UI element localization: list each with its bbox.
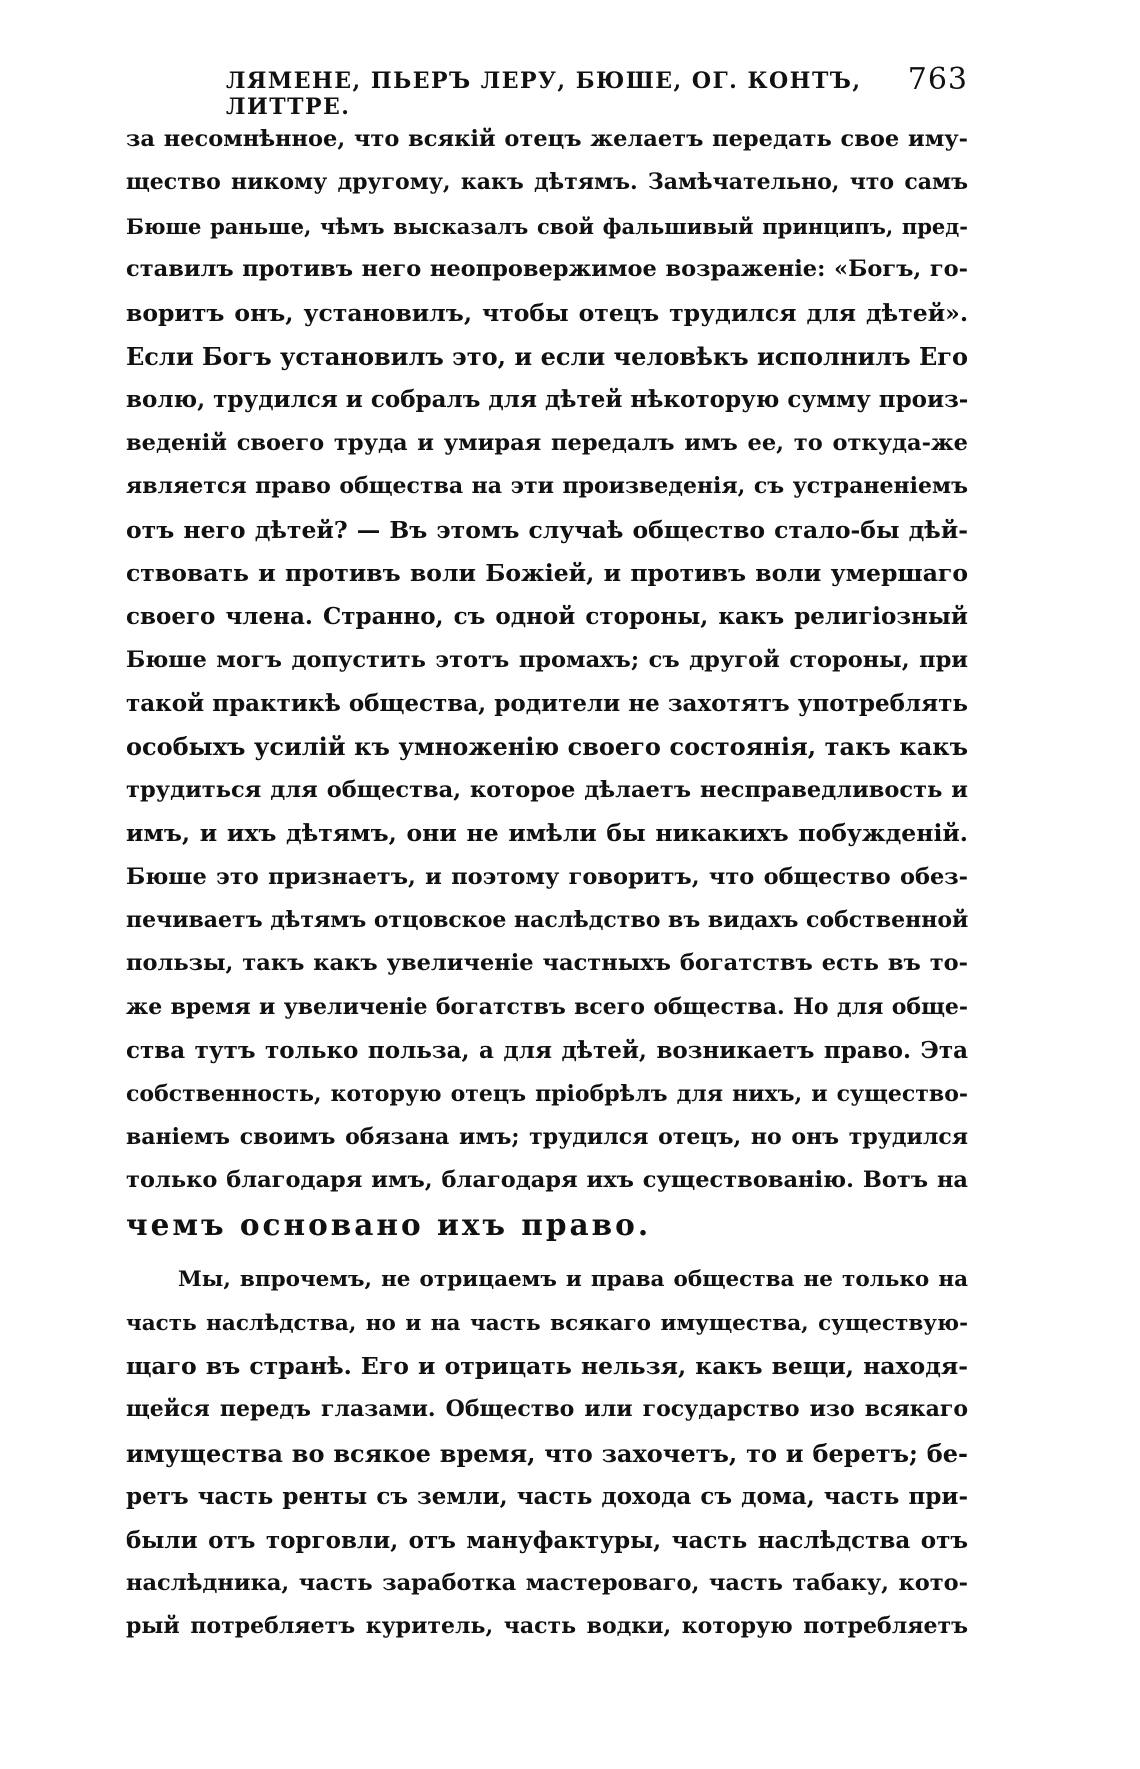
text-line: своего члена. Странно, съ одной стороны, какъ религіозный bbox=[126, 603, 968, 631]
text-line: веденій своего труда и умирая передалъ имъ ее, то откуда-же bbox=[126, 429, 968, 456]
paragraph-gap bbox=[126, 1246, 968, 1258]
text-line: наслѣдника, часть заработка мастероваго, часть табаку, кото- bbox=[126, 1569, 968, 1596]
text-line: ствовать и противъ воли Божіей, и противъ воли умершаго bbox=[126, 558, 968, 587]
text-line: Бюше раньше, чѣмъ высказалъ свой фальшивый принципъ, пред- bbox=[126, 213, 968, 239]
text-line: особыхъ усилій къ умноженію своего состоянія, такъ какъ bbox=[126, 732, 968, 762]
text-line: собственность, которую отецъ пріобрѣлъ для нихъ, и существо- bbox=[126, 1080, 968, 1107]
text-line: Бюше могъ допустить этотъ промахъ; съ другой стороны, при bbox=[126, 646, 968, 673]
text-line: воритъ онъ, установилъ, чтобы отецъ трудился для дѣтей». bbox=[126, 298, 968, 327]
text-line: ретъ часть ренты съ земли, часть дохода съ дома, часть при- bbox=[126, 1483, 968, 1511]
text-line: ства тутъ только польза, а для дѣтей, возникаетъ право. Эта bbox=[126, 1037, 968, 1065]
text-line: имъ, и ихъ дѣтямъ, они не имѣли бы никакихъ побужденій. bbox=[126, 819, 968, 848]
text-line: щество никому другому, какъ дѣтямъ. Замѣчательно, что самъ bbox=[126, 169, 968, 196]
text-line: щаго въ странѣ. Его и отрицать нельзя, какъ вещи, находя- bbox=[126, 1351, 968, 1380]
text-line: Если Богъ установилъ это, и если человѣкъ исполнилъ Его bbox=[126, 341, 968, 371]
text-line: ставилъ противъ него неопровержимое возраженіе: «Богъ, го- bbox=[126, 256, 968, 283]
body-text bbox=[126, 118, 968, 1649]
text-line: были отъ торговли, отъ мануфактуры, часть наслѣдства отъ bbox=[126, 1526, 968, 1554]
text-line: только благодаря имъ, благодаря ихъ существованію. Вотъ на bbox=[126, 1167, 968, 1194]
text-line: часть наслѣдства, но и на часть всякаго имущества, существую- bbox=[126, 1310, 968, 1336]
text-line: Бюше это признаетъ, и поэтому говоритъ, что общество обез- bbox=[126, 863, 968, 890]
text-line: такой практикѣ общества, родители не захотятъ употреблять bbox=[126, 690, 968, 718]
text-line: трудиться для общества, которое дѣлаетъ несправедливость и bbox=[126, 776, 968, 803]
text-line: имущества во всякое время, что захочетъ, то и беретъ; бе- bbox=[126, 1438, 968, 1468]
text-line: отъ него дѣтей? — Въ этомъ случаѣ общество стало-бы дѣй- bbox=[126, 515, 968, 544]
paragraph-1 bbox=[126, 118, 968, 1246]
text-line: волю, трудился и собралъ для дѣтей нѣкоторую сумму произ- bbox=[126, 386, 969, 414]
text-line: чемъ основано ихъ право. bbox=[126, 1206, 652, 1242]
text-line: является право общества на эти произведенія, съ устраненіемъ bbox=[126, 473, 968, 500]
text-line: Мы, впрочемъ, не отрицаемъ и права общества не только на bbox=[178, 1267, 968, 1293]
text-line: щейся передъ глазами. Общество или государство изо всякаго bbox=[126, 1396, 968, 1423]
text-line: же время и увеличеніе богатствъ всего общества. Но для обще- bbox=[126, 993, 968, 1020]
text-line: ваніемъ своимъ обязана имъ; трудился отецъ, но онъ трудился bbox=[126, 1123, 968, 1150]
page-number: 763 bbox=[907, 62, 968, 97]
text-line: пользы, такъ какъ увеличеніе частныхъ богатствъ есть въ то- bbox=[126, 950, 968, 977]
paragraph-2 bbox=[126, 1258, 968, 1649]
text-line: печиваетъ дѣтямъ отцовское наслѣдство въ видахъ собственной bbox=[126, 907, 969, 934]
running-title: ЛЯМЕНЕ, ПЬЕРЪ ЛЕРУ, БЮШЕ, ОГ. КОНТЪ, ЛИТТРЕ. bbox=[226, 68, 862, 120]
text-line: за несомнѣнное, что всякій отецъ желаетъ передать свое иму- bbox=[126, 126, 968, 152]
running-head bbox=[126, 62, 968, 120]
text-line: рый потребляетъ куритель, часть водки, которую потребляетъ bbox=[126, 1613, 968, 1640]
